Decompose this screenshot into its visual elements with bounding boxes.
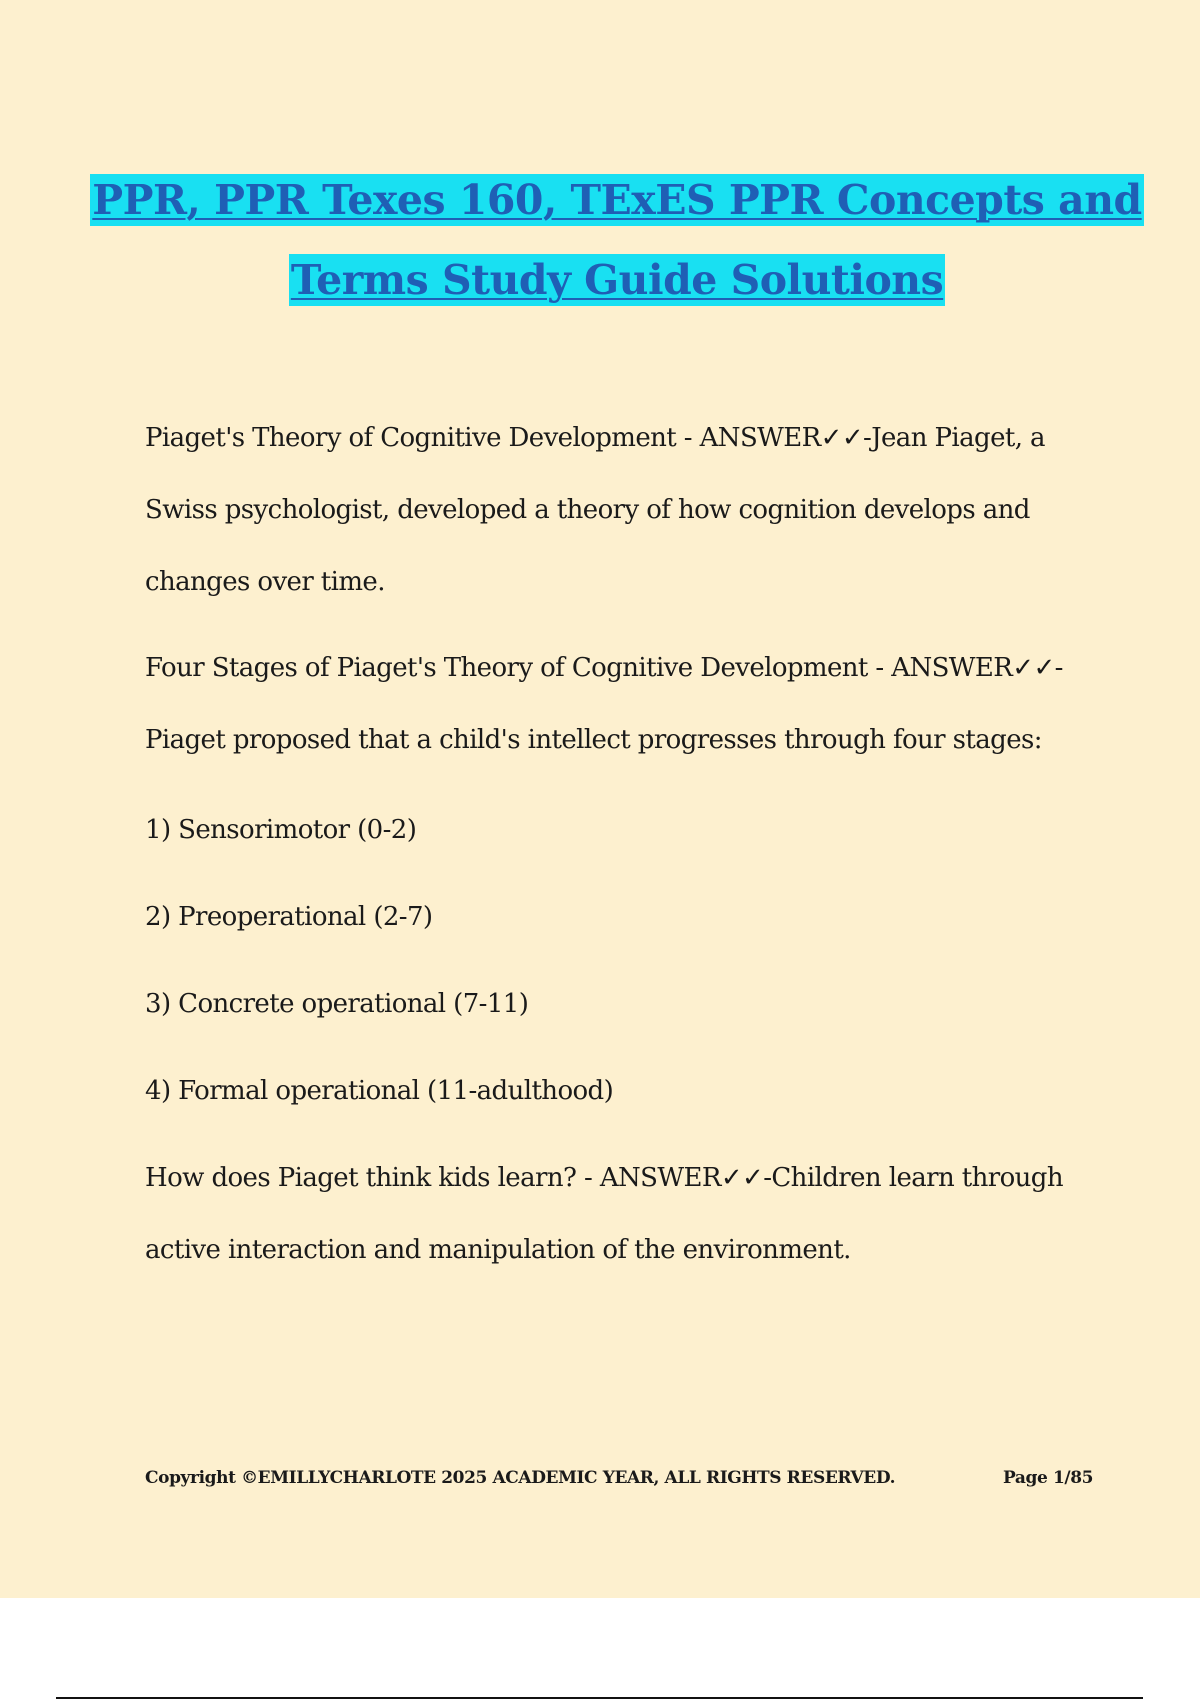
paragraph-line: Piaget proposed that a child's intellect progresses through four stages:	[145, 725, 1042, 755]
paragraph-line: changes over time.	[145, 567, 385, 597]
stage-list-item: 2) Preoperational (2-7)	[145, 902, 433, 932]
paragraph-line: Four Stages of Piaget's Theory of Cognitive Development - ANSWER✓✓-	[145, 653, 1063, 683]
paragraph-line: Piaget's Theory of Cognitive Development - ANSWER✓✓-Jean Piaget, a	[145, 423, 1045, 453]
paragraph-line: active interaction and manipulation of the environment.	[145, 1235, 851, 1265]
paragraph-four-stages	[145, 632, 1063, 776]
title-line-2: Terms Study Guide Solutions	[290, 256, 944, 304]
stage-list-item: 4) Formal operational (11-adulthood)	[145, 1076, 614, 1106]
stage-list-item: 3) Concrete operational (7-11)	[145, 989, 529, 1019]
paragraph-piaget-theory	[145, 402, 1045, 618]
paragraph-line: How does Piaget think kids learn? - ANSWER✓✓-Children learn through	[145, 1163, 1063, 1193]
footer-copyright: Copyright ©EMILLYCHARLOTE 2025 ACADEMIC YEAR, ALL RIGHTS RESERVED.	[145, 1468, 896, 1488]
bottom-divider	[56, 1697, 1143, 1699]
title-line-1: PPR, PPR Texes 160, TExES PPR Concepts and	[92, 176, 1142, 224]
paragraph-line: Swiss psychologist, developed a theory of how cognition develops and	[145, 495, 1030, 525]
footer-page-number: Page 1/85	[1003, 1468, 1094, 1488]
stage-list-item: 1) Sensorimotor (0-2)	[145, 815, 417, 845]
paragraph-how-kids-learn	[145, 1142, 1063, 1286]
document-title	[0, 160, 1200, 320]
